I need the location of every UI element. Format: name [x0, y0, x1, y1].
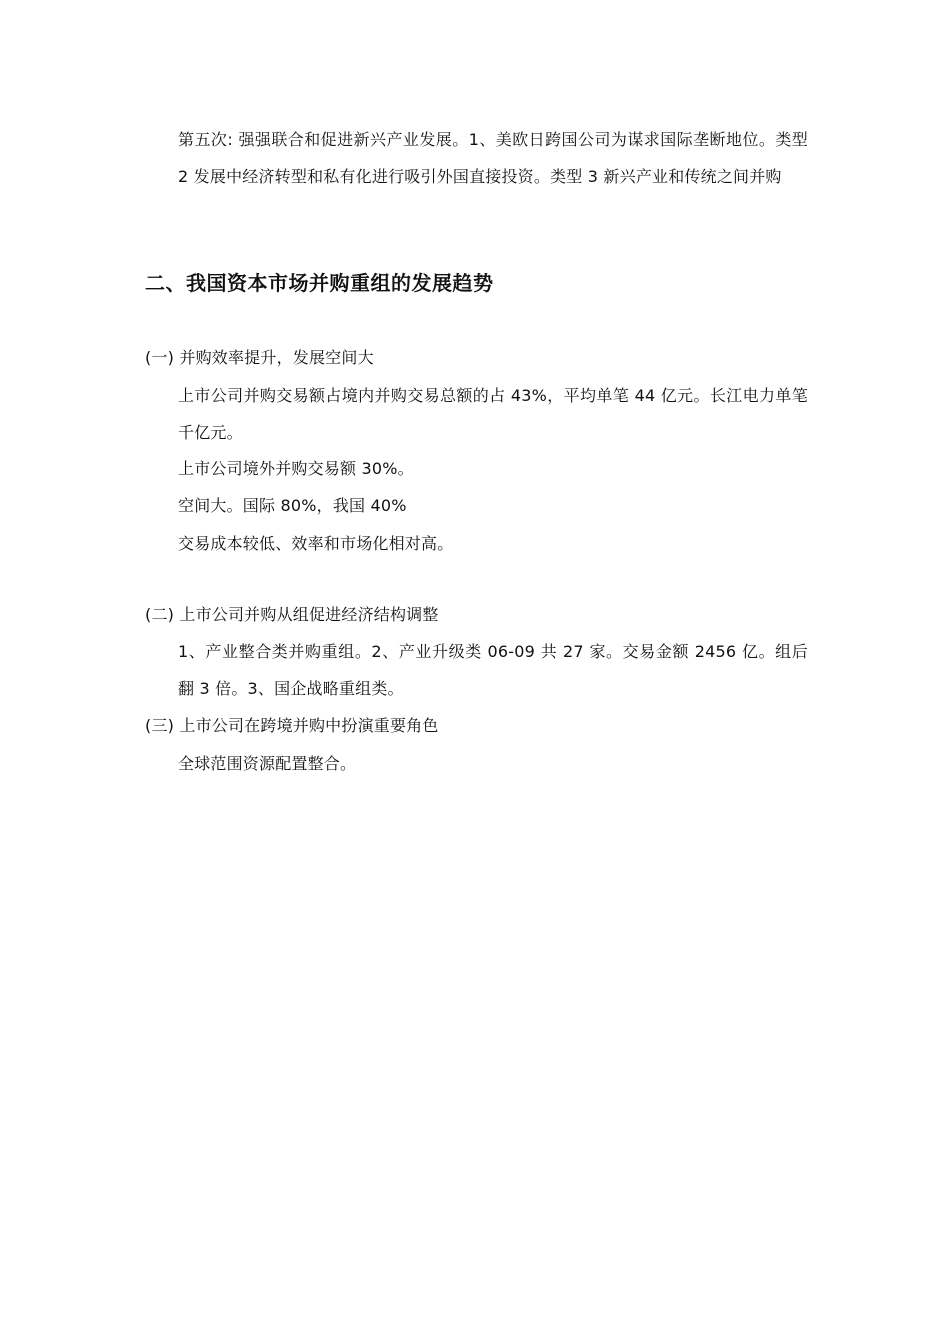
subsection-2-title: (二) 上市公司并购从组促进经济结构调整 [145, 605, 439, 624]
intro-paragraph: 第五次: 强强联合和促进新兴产业发展。1、美欧日跨国公司为谋求国际垄断地位。类型 2 发展中经济转型和私有化进行吸引外国直接投资。类型 3 新兴产业和传统之间并购 [178, 130, 808, 186]
subsection-2-paragraph: 1、产业整合类并购重组。2、产业升级类 06-09 共 27 家。交易金额 2456 亿。组后翻 3 倍。3、国企战略重组类。 [178, 642, 808, 698]
subsection-1-paragraph: 上市公司并购交易额占境内并购交易总额的占 43%，平均单笔 44 亿元。长江电力单笔千亿元。 [178, 386, 808, 442]
subsection-3-line: 全球范围资源配置整合。 [178, 754, 357, 773]
subsection-3-title: (三) 上市公司在跨境并购中扮演重要角色 [145, 716, 439, 735]
subsection-1-line-2: 空间大。国际 80%，我国 40% [178, 496, 407, 515]
section-heading: 二、我国资本市场并购重组的发展趋势 [145, 271, 494, 295]
subsection-1-title: (一) 并购效率提升，发展空间大 [145, 348, 374, 367]
subsection-1-line-1: 上市公司境外并购交易额 30%。 [178, 459, 414, 478]
subsection-1-line-3: 交易成本较低、效率和市场化相对高。 [178, 534, 454, 553]
